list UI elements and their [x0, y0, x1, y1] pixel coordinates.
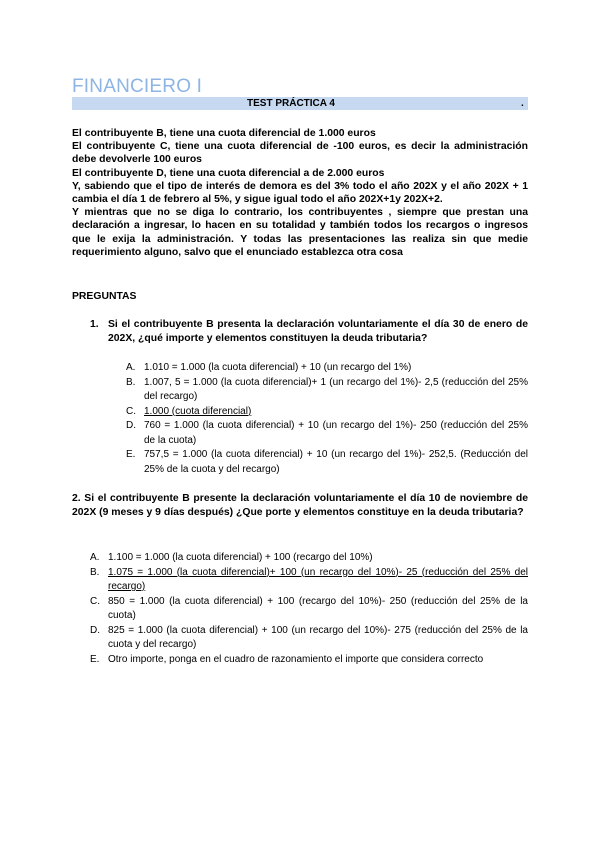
q1-option-e[interactable]: E. 757,5 = 1.000 (la cuota diferencial) + 10 (un recargo del 1%)- 252,5. (Reducción del 25% de la cuota y del recargo)	[126, 449, 528, 475]
question-1-text: Si el contribuyente B presenta la declaración voluntariamente el día 30 de enero de 202X, ¿qué importe y elementos constituyen la deuda tributaria?	[108, 319, 528, 344]
q1-option-b[interactable]: B. 1.007, 5 = 1.000 (la cuota diferencial)+ 1 (un recargo del 1%)- 2,5 (reducción del 25% del recargo)	[126, 376, 528, 402]
statement-interest-rate: Y, sabiendo que el tipo de interés de demora es del 3% todo el año 202X y el año 202X + 1 cambia el día 1 de febrero al 5%, y sigue igual todo el año 202X+1y 202X+2.	[72, 180, 528, 206]
document-title: FINANCIERO I	[72, 76, 203, 97]
q1-option-d[interactable]: D. 760 = 1.000 (la cuota diferencial) + 10 (un recargo del 1%)- 250 (reducción del 25% de la cuota)	[126, 420, 528, 446]
q1-option-c-text: 1.000 (cuota diferencial)	[144, 405, 252, 417]
statement-contribuyente-d: El contribuyente D, tiene una cuota diferencial a de 2.000 euros	[72, 167, 385, 179]
statement-contribuyente-c: El contribuyente C, tiene una cuota diferencial de -100 euros, es decir la administración debe devolverle 100 euros	[72, 141, 528, 166]
section-title: PREGUNTAS	[72, 291, 137, 302]
q2-option-b[interactable]: B. 1.075 = 1.000 (la cuota diferencial)+ 100 (un recargo del 10%)- 25 (reducción del 25% del recargo)	[90, 566, 528, 592]
question-2-options	[90, 551, 528, 667]
q2-option-e[interactable]: E. Otro importe, ponga en el cuadro de razonamiento el importe que considera correcto	[90, 653, 484, 665]
q1-option-c[interactable]: C. 1.000 (cuota diferencial)	[126, 405, 252, 417]
statement-conditions: Y mientras que no se diga lo contrario, los contribuyentes , siempre que prestan una declaración a ingresar, lo hacen en su totalidad y también todos los recargos o ingresos que le exija la administración. Y todas las presentaciones las realiza sin que medie requerimiento alguno, salvo que el enunciado establezca otra cosa	[72, 207, 528, 258]
question-1-options	[126, 361, 528, 477]
question-1	[72, 318, 528, 345]
test-label: TEST PRÁCTICA 4	[247, 98, 335, 109]
q2-option-c[interactable]: C. 850 = 1.000 (la cuota diferencial) + 100 (recargo del 10%)- 250 (reducción del 25% de la cuota)	[90, 595, 528, 621]
q2-option-a[interactable]: A. 1.100 = 1.000 (la cuota diferencial) + 100 (recargo del 10%)	[90, 552, 373, 563]
band-dot: .	[521, 98, 524, 109]
question-2-text: 2. Si el contribuyente B presente la declaración voluntariamente el día 10 de noviembre de 202X (9 meses y 9 días después) ¿Que porte y elementos constituye en la deuda tributaria?	[72, 493, 528, 519]
statement-block	[72, 127, 528, 259]
question-1-number: 1.	[90, 319, 99, 330]
q2-option-b-text: 1.075 = 1.000 (la cuota diferencial)+ 100 (un recargo del 10%)- 25 (reducción del 25% del recargo)	[108, 566, 528, 592]
statement-contribuyente-b: El contribuyente B, tiene una cuota diferencial de 1.000 euros	[72, 128, 376, 139]
q2-option-d[interactable]: D. 825 = 1.000 (la cuota diferencial) + 100 (un recargo del 10%)- 275 (reducción del 25% de la cuota y del recargo)	[90, 624, 528, 650]
q1-option-a[interactable]: A. 1.010 = 1.000 (la cuota diferencial) + 10 (un recargo del 1%)	[126, 362, 412, 373]
